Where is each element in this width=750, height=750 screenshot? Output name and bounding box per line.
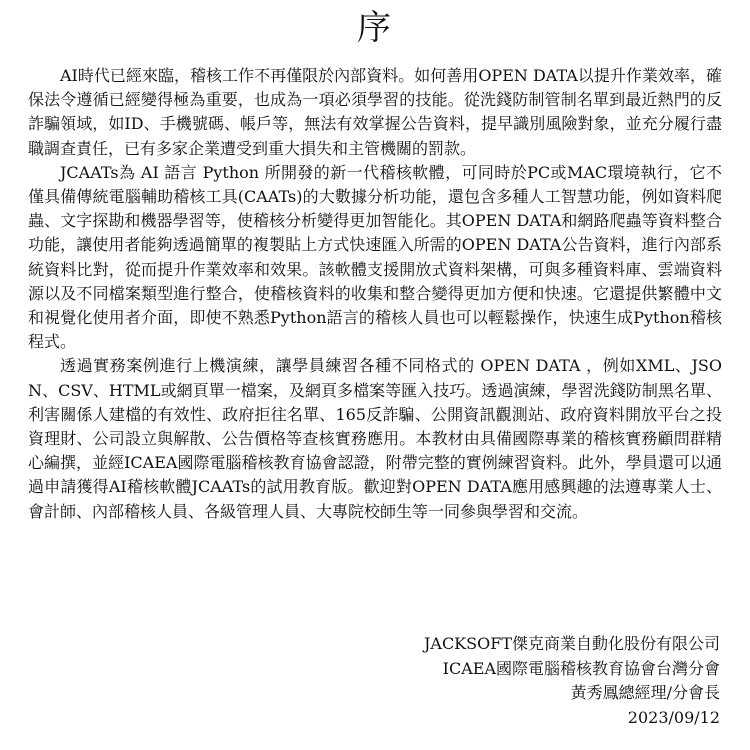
signature-company: JACKSOFT傑克商業自動化股份有限公司 xyxy=(423,634,720,653)
paragraph-1: AI時代已經來臨，稽核工作不再僅限於內部資料。如何善用OPEN DATA以提升作業效率，確保法令遵循已經變得極為重要，也成為一項必須學習的技能。從洗錢防制管制名單到最近熱門的反詐騙領域，如ID、手機號碼、帳戶等，無法有效掌握公告資料，提早識別風險對象，並充分履行盡職調查責任，已有多家企業遭受到重大損失和主管機關的罰款。 xyxy=(28,66,722,158)
paragraph-2: JCAATs為 AI 語言 Python 所開發的新一代稽核軟體，可同時於PC或MAC環境執行，它不僅具備傳統電腦輔助稽核工具(CAATs)的大數據分析功能，還包含多種人工智慧功能，例如資料爬蟲、文字探勘和機器學習等，使稽核分析變得更加智能化。其OPEN DATA和網路爬蟲等資料整合功能，讓使用者能夠透過簡單的複製貼上方式快速匯入所需的OPEN DATA公告資料，進行內部系統資料比對，從而提升作業效率和效果。該軟體支援開放式資料架構，可與多種資料庫、雲端資料源以及不同檔案類型進行整合，使稽核資料的收集和整合變得更加方便和快速。它還提供繁體中文和視覺化使用者介面，即使不熟悉Python語言的稽核人員也可以輕鬆操作，快速生成Python稽核程式。 xyxy=(28,162,722,352)
signature-block xyxy=(424,632,720,730)
signature-date: 2023/09/12 xyxy=(627,707,720,727)
signature-person: 黃秀鳳總經理/分會長 xyxy=(570,683,720,702)
document-body xyxy=(28,64,722,524)
paragraph-3: 透過實務案例進行上機演練，讓學員練習各種不同格式的 OPEN DATA ，例如XML、JSON、CSV、HTML或網頁單一檔案，及網頁多檔案等匯入技巧。透過演練，學習洗錢防制黑名單、利害關係人建檔的有效性、政府拒往名單、165反詐騙、公開資訊觀測站、政府資料開放平台之投資理財、公司設立與解散、公告價格等查核實務應用。本教材由具備國際專業的稽核實務顧問群精心編撰，並經ICAEA國際電腦稽核教育協會認證，附帶完整的實例練習資料。此外，學員還可以通過申請獲得AI稽核軟體JCAATs的試用教育版。歡迎對OPEN DATA應用感興趣的法遵專業人士、會計師、內部稽核人員、各級管理人員、大專院校師生等一同參與學習和交流。 xyxy=(28,356,722,521)
document-title: 序 xyxy=(357,8,393,48)
signature-association: ICAEA國際電腦稽核教育協會台灣分會 xyxy=(442,658,720,678)
